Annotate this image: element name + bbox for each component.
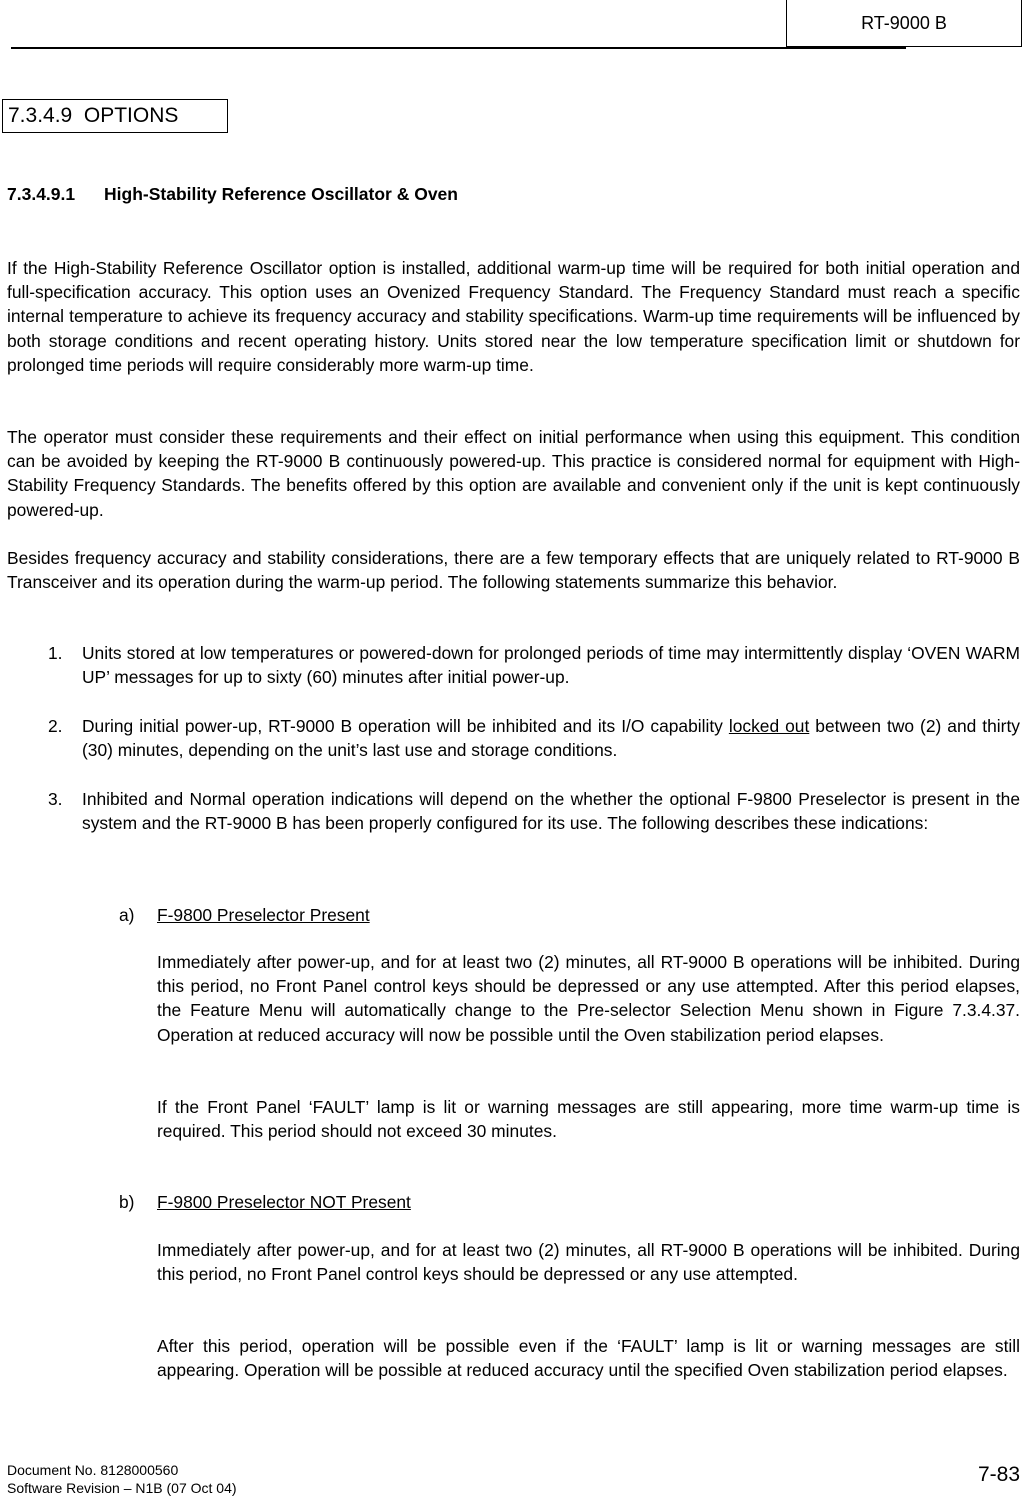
case-heading: F-9800 Preselector NOT Present xyxy=(157,1192,411,1212)
list-item-text: Units stored at low temperatures or powered-down for prolonged periods of time may intermittently display ‘OVEN WARM UP’ messages for up to sixty (60) minutes after initial power-up. xyxy=(82,643,1020,688)
subsection-title: High-Stability Reference Oscillator & Oven xyxy=(104,184,458,204)
case-b-paragraph-2: After this period, operation will be possible even if the ‘FAULT’ lamp is lit or warning messages are still appearing. Operation will be possible at reduced accuracy until the specified Oven stabilization period elapses. xyxy=(157,1336,1020,1381)
paragraph-operator: The operator must consider these requirements and their effect on initial performance when using this equipment. This condition can be avoided by keeping the RT-9000 B continuously powered-up. This practice is considered normal for equipment with High-Stability Frequency Standards. The benefits offered by this option are available and convenient only if the unit is kept continuously powered-up. xyxy=(7,427,1020,520)
footer-software-revision: Software Revision – N1B (07 Oct 04) xyxy=(7,1480,237,1496)
paragraph-besides: Besides frequency accuracy and stability considerations, there are a few temporary effects that are uniquely related to RT-9000 B Transceiver and its operation during the warm-up period. The following statements summarize this behavior. xyxy=(7,548,1020,593)
list-marker: 3. xyxy=(48,789,63,809)
footer-document-number: Document No. 8128000560 xyxy=(7,1462,179,1478)
list-item-2 xyxy=(48,714,1020,762)
list-item-text: Inhibited and Normal operation indications will depend on the whether the optional F-9800 Preselector is present in the system and the RT-9000 B has been properly configured for its use. The following describes these indications: xyxy=(82,789,1020,834)
case-marker: a) xyxy=(119,905,135,925)
section-title-box xyxy=(2,99,228,133)
list-item-1 xyxy=(48,641,1020,689)
footer-page-number: 7-83 xyxy=(977,1463,1020,1486)
paragraph-intro: If the High-Stability Reference Oscillator option is installed, additional warm-up time will be required for both initial operation and full-specification accuracy. This option uses an Ovenized Frequency Standard. The Frequency Standard must reach a specific internal temperature to achieve its frequency accuracy and stability specifications. Warm-up time requirements will be influenced by both storage conditions and recent operating history. Units stored near the low temperature specification limit or shutdown for prolonged time periods will require considerably more warm-up time. xyxy=(7,258,1020,375)
case-heading-b xyxy=(119,1190,1020,1214)
header-rule xyxy=(11,47,906,49)
header-model-label: RT-9000 B xyxy=(861,12,947,33)
footer-document-info xyxy=(7,1461,237,1497)
subsection-heading xyxy=(7,184,458,205)
case-a-paragraph-2: If the Front Panel ‘FAULT’ lamp is lit or warning messages are still appearing, more time warm-up time is required. This period should not exceed 30 minutes. xyxy=(157,1097,1020,1142)
list-item-text-part: between two (2) and thirty (30) minutes, depending on the unit’s last use and storage conditions. xyxy=(82,716,1020,761)
header-model-box xyxy=(786,0,1022,47)
case-b-paragraph-1: Immediately after power-up, and for at least two (2) minutes, all RT-9000 B operations will be inhibited. During this period, no Front Panel control keys should be depressed or any use attempted. xyxy=(157,1240,1020,1285)
list-item-3 xyxy=(48,787,1020,835)
case-heading-a xyxy=(119,903,1020,927)
case-marker: b) xyxy=(119,1192,135,1212)
list-marker: 2. xyxy=(48,716,63,736)
list-marker: 1. xyxy=(48,643,63,663)
subsection-number: 7.3.4.9.1 xyxy=(7,184,76,204)
list-item-text-part: During initial power-up, RT-9000 B operation will be inhibited and its I/O capability xyxy=(82,716,729,736)
section-title: 7.3.4.9 OPTIONS xyxy=(8,104,179,127)
underlined-phrase: locked out xyxy=(728,716,810,736)
case-heading: F-9800 Preselector Present xyxy=(157,905,370,925)
case-a-paragraph-1: Immediately after power-up, and for at least two (2) minutes, all RT-9000 B operations will be inhibited. During this period, no Front Panel control keys should be depressed or any use attempted. After this period elapses, the Feature Menu will automatically change to the Pre-selector Selection Menu shown in Figure 7.3.4.37. Operation at reduced accuracy will now be possible until the Oven stabilization period elapses. xyxy=(157,952,1020,1045)
list-item-text xyxy=(82,714,1020,762)
